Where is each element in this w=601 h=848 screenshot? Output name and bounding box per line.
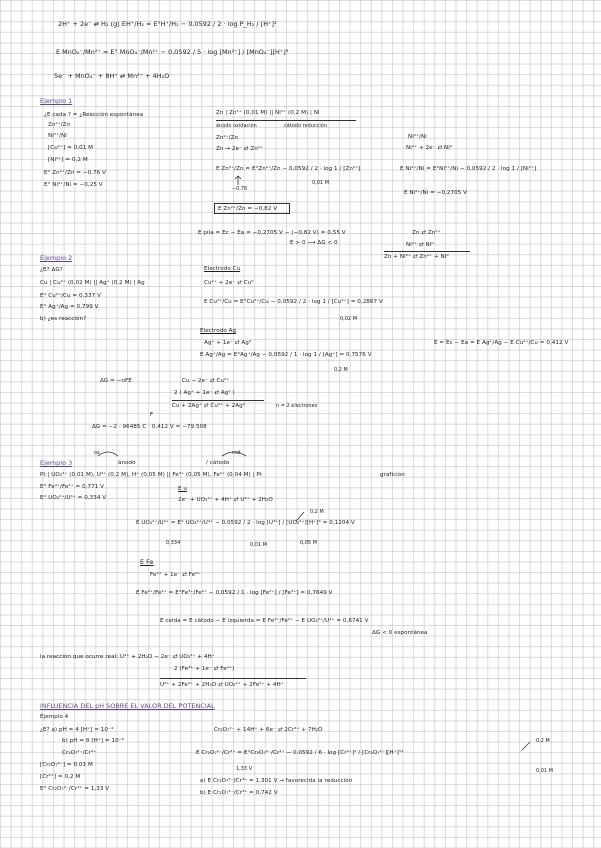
u-concentration-note-1: 0,2 M	[310, 509, 324, 515]
example-2-heading: Ejemplo 2	[40, 254, 73, 262]
real-reaction-line: la reacción que ocurre real: U⁴⁺ + 2H₂O − 2e⁻ ⇄ UO₂²⁺ + 4H⁺	[40, 654, 215, 660]
dichromate-half-reaction: Cr₂O₇²⁻ + 14H⁺ + 6e⁻ ⇄ 2Cr³⁺ + 7H₂O	[214, 727, 323, 733]
zn-oxidation: Zn ⇄ Zn²⁺	[412, 230, 441, 236]
example-2-cell-potential: E = Ec − Ea = E Ag⁺/Ag − E Cu²⁺/Cu = 0,412 V	[434, 340, 569, 346]
zn-nernst-equation: E Zn²⁺/Zn = E°Zn²⁺/Zn − 0,0592 / 2 · log 1 / [Zn²⁺]	[216, 166, 361, 172]
cu-nernst-equation: E Cu²⁺/Cu = E°Cu²⁺/Cu − 0,0592 / 2 · log 1 / [Cu²⁺] = 0,2867 V	[204, 299, 383, 305]
example-3-spontaneity: ΔG < 0 espontánea	[372, 630, 428, 636]
ni-reduction: Ni²⁺ ⇄ Ni⁰	[406, 242, 434, 248]
zn-potential-result: E Zn²⁺/Zn = −0,82 V	[218, 206, 278, 212]
example-2-e0-ag: E° Ag⁺/Ag = 0,799 V	[40, 304, 99, 310]
example-1-e0-zn: E° Zn²⁺/Zn = −0,76 V	[44, 170, 106, 176]
ph-influence-heading: INFLUENCIA DEL pH SOBRE EL VALOR DEL POTENCIAL	[40, 702, 215, 710]
cr-concentration-note: 0,2 M	[536, 738, 550, 744]
example-4-e0: E° Cr₂O₇²⁻/Cr³⁺ = 1,33 V	[40, 786, 110, 792]
zn-pair-label: Zn²⁺/Zn	[216, 135, 239, 141]
u-electrode-heading: E u	[178, 486, 188, 492]
spontaneity-conclusion: E > 0 ⟶ ΔG < 0	[290, 240, 338, 246]
cr-note-arrow	[522, 742, 530, 750]
ag-concentration-note: 0,2 M	[334, 367, 348, 373]
zn-e0-value: −0,76	[232, 186, 248, 192]
example-3-note: grafición	[380, 472, 405, 478]
example-2-e0-cu: E° Cu²⁺/Cu = 0,337 V	[40, 293, 101, 299]
gibbs-formula: ΔG = −nFE	[100, 378, 132, 384]
example-1-pair-ni: Ni²⁺/Ni	[48, 133, 67, 139]
u-nernst-equation: E UO₂²⁺/U⁴⁺ = E° UO₂²⁺/U⁴⁺ − 0,0592 / 2 · log [U⁴⁺] / [UO₂²⁺][H⁺]⁴ = 0,1204 V	[136, 520, 355, 526]
fe-electrode-heading: E Fe	[140, 558, 154, 566]
example-4-question-b: b) pH = 8 [H⁺] = 10⁻⁸	[62, 738, 124, 744]
permanganate-half-reaction: 5e⁻ + MnO₄⁻ + 8H⁺ ⇄ Mn²⁺ + 4H₂O	[54, 72, 170, 80]
ox-arrow	[98, 452, 118, 456]
u-concentration-note-2: 0,01 M	[250, 542, 267, 548]
dichromate-e0-note: 1,33 V	[236, 766, 253, 772]
zn-half-reaction: Zn → 2e⁻ ⇄ Zn²⁺	[216, 146, 264, 152]
example-1-e0-ni: E° Ni²⁺/Ni = −0,25 V	[44, 182, 103, 188]
example-3-cell-potential: E celda = E cátodo − E izquierda = E Fe³⁺/Fe²⁺ − E UO₂²⁺/U⁴⁺ = 0,6741 V	[160, 618, 369, 624]
anode-label-3: ánodo	[118, 460, 136, 466]
anode-label: ánodo oxidación	[216, 123, 257, 129]
red-arrow	[222, 452, 246, 456]
dichromate-nernst-equation: E Cr₂O₇²⁻/Cr³⁺ = E°Cr₂O₇²⁻/Cr³⁺ − 0,0592 / 6 · log [Cr³⁺]² / [Cr₂O₇²⁻][H⁺]¹⁴	[196, 750, 404, 756]
example-1-heading: Ejemplo 1	[40, 97, 73, 105]
electrons-note: n = 2 electrones	[276, 403, 318, 409]
cu-concentration-note: 0,02 M	[340, 316, 357, 322]
ag-nernst-equation: E Ag⁺/Ag = E°Ag⁺/Ag − 0,0592 / 1 · log 1 / [Ag⁺] = 0,7576 V	[200, 352, 372, 358]
gibbs-calculation: ΔG = −2 · 96485 C · 0,412 V = −79.508	[92, 424, 207, 430]
example-4-chromium-concentration: [Cr³⁺] = 0,2 M	[40, 774, 81, 780]
cathode-label: cátodo reducción	[284, 123, 327, 129]
example-1-ni-concentration: [Ni²⁺] = 0,2 M	[48, 157, 88, 163]
cell-potential-calculation: E pila = Ec − Ea = −0,2705 V − (−0,82 V) = 0,55 V	[198, 230, 346, 236]
example-4-heading: Ejemplo 4	[40, 714, 69, 720]
example-2-question: ¿E? ΔG?	[40, 267, 63, 273]
permanganate-nernst-equation: E MnO₄⁻/Mn²⁺ = E° MnO₄⁻/Mn²⁺ − 0,0592 / 5 · log [Mn²⁺] / [MnO₄⁻][H⁺]⁸	[56, 48, 289, 56]
example-4-dichromate-concentration: [Cr₂O₇²⁻] = 0,01 M	[40, 762, 93, 768]
example-2-question-b: b) ¿es reacción?	[40, 316, 87, 322]
h-concentration-note: 0,05 M	[300, 540, 317, 546]
ni-pair-label: Ni²⁺/Ni	[408, 134, 427, 140]
faraday-label: F	[150, 412, 154, 418]
example-2-cell-notation: Cu | Cu²⁺ (0,02 M) || Ag⁺ (0,2 M) | Ag	[40, 280, 145, 286]
ag-reduction-step: 2 ( Ag⁺ + 1e⁻ ⇄ Ag⁰ )	[174, 390, 235, 396]
red-label: red	[232, 450, 241, 456]
cathode-label-3: / cátodo	[206, 460, 230, 466]
example-3-heading: Ejemplo 3	[40, 459, 73, 467]
ni-nernst-equation: E Ni²⁺/Ni = E°Ni²⁺/Ni − 0,0592 / 2 · log 1 / [Ni²⁺]	[400, 166, 537, 172]
cu-half-reaction: Cu²⁺ + 2e⁻ ⇄ Cu⁰	[204, 280, 254, 286]
fe-nernst-equation: E Fe³⁺/Fe²⁺ = E°Fe³⁺/Fe²⁺ − 0,0592 / 1 · log [Fe²⁺] / [Fe³⁺] = 0,7649 V	[136, 590, 333, 596]
fe-half-reaction: Fe³⁺ + 1e⁻ ⇄ Fe²⁺	[150, 572, 201, 578]
u-e0-value: 0,334	[166, 540, 181, 546]
zn-concentration-note: 0,01 M	[312, 180, 329, 186]
ox-label: ox	[94, 450, 100, 456]
overall-reaction-2: Cu + 2Ag⁺ ⇄ Cu²⁺ + 2Ag⁰	[172, 403, 246, 409]
example-1-cell-notation: Zn | Zn²⁺ (0,01 M) || Ni²⁺ (0,2 M) | Ni	[216, 110, 320, 116]
cu-oxidation-step: Cu − 2e⁻ ⇄ Cu²⁺	[182, 378, 230, 384]
hydrogen-nernst-equation: 2H⁺ + 2e⁻ ⇄ H₂ (g) EH⁺/H₂ = E°H⁺/H₂ − 0,0592 / 2 · log P_H₂ / [H⁺]²	[58, 20, 277, 28]
example-4-question-a: ¿E? a) pH = 4 [H⁺] = 10⁻⁴	[40, 727, 114, 733]
example-4-pair: Cr₂O₇²⁻/Cr³⁺	[62, 750, 97, 756]
result-ph-4: a) E Cr₂O₇²⁻/Cr³⁺ = 1,301 V → favorecida la reducción	[200, 778, 353, 784]
u-half-reaction: 2e⁻ + UO₂²⁺ + 4H⁺ ⇄ U⁴⁺ + 2H₂O	[178, 497, 273, 503]
example-1-cu-concentration: [Cu²⁺] = 0,01 M	[48, 145, 94, 151]
fe-reduction-step: 2 (Fe³⁺ + 1e⁻ ⇄ Fe²⁺)	[174, 666, 235, 672]
u-note-arrow	[296, 512, 304, 521]
example-1-pair-zn: Zn²⁺/Zn	[48, 122, 71, 128]
example-3-e0-u: E° UO₂²⁺/U⁴⁺ = 0,334 V	[40, 495, 107, 501]
example-3-e0-fe: E° Fe³⁺/Fe²⁺ = 0,771 V	[40, 484, 105, 490]
overall-reaction-3: U⁴⁺ + 2Fe³⁺ + 2H₂O ⇄ UO₂²⁺ + 2Fe²⁺ + 4H⁺	[160, 682, 284, 688]
example-3-cell-notation: Pt | UO₂²⁺ (0,01 M), U⁴⁺ (0,2 M), H⁺ (0,05 M) || Fe³⁺ (0,05 M), Fe²⁺ (0,04 M) | Pt	[40, 472, 263, 478]
result-ph-8: b) E Cr₂O₇²⁻/Cr³⁺ = 0,742 V	[200, 790, 278, 796]
dichromate-concentration-note: 0,01 M	[536, 768, 553, 774]
ni-half-reaction: Ni²⁺ + 2e⁻ ⇄ Ni⁰	[406, 145, 453, 151]
ni-potential-result: E Ni²⁺/Ni = −0,2705 V	[404, 190, 468, 196]
ag-electrode-heading: Electrodo Ag	[200, 328, 237, 334]
ag-half-reaction: Ag⁺ + 1e⁻ ⇄ Ag⁰	[204, 340, 252, 346]
example-1-question: ¿E cada ? = ¿Reacción espontánea	[44, 112, 144, 118]
cu-electrode-heading: Electrodo Cu	[204, 266, 241, 272]
overall-reaction-1: Zn + Ni²⁺ ⇄ Zn²⁺ + Ni⁰	[384, 254, 449, 260]
